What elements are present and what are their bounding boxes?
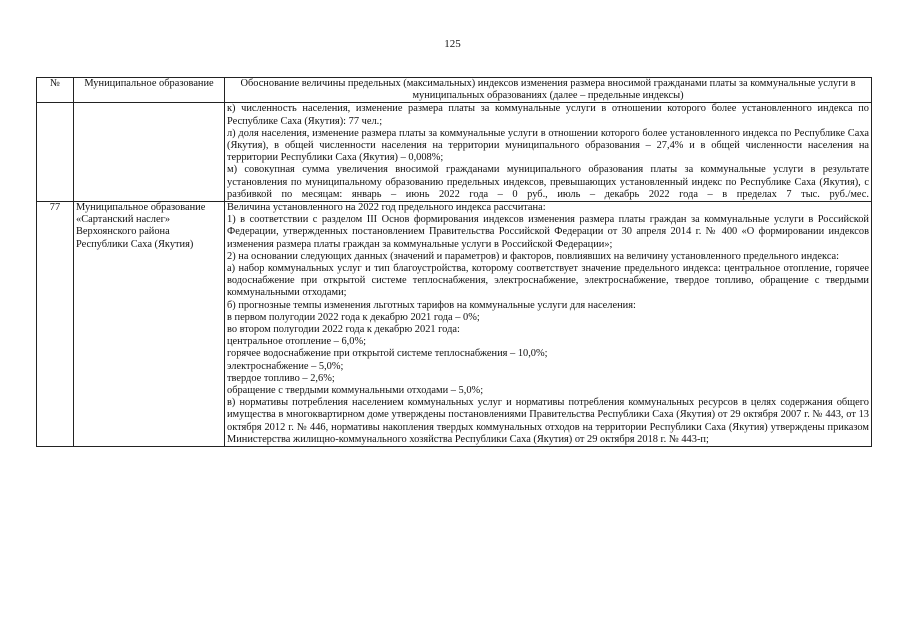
header-municipality: Муниципальное образование (74, 78, 225, 103)
header-number: № (37, 78, 74, 103)
tariff-index-table (36, 77, 872, 447)
table-row-continuation (37, 103, 872, 202)
paragraph: обращение с твердыми коммунальными отходами – 5,0%; (227, 385, 484, 397)
paragraph: б) прогнозные темпы изменения льготных тарифов на коммунальные услуги для населения: (227, 299, 636, 311)
paragraph: к) численность населения, изменение размера платы за коммунальные услуги в отношении которого более установленного индекса по Республике Саха (Якутия): 77 чел.; (227, 103, 869, 127)
table-header-row (37, 78, 872, 103)
justification-cell (225, 202, 872, 447)
paragraph: л) доля населения, изменение размера платы за коммунальные услуги в отношении которого более установленного индекса по Республике Саха (Якутия), в общей численности населения на территории муниципального образования – 27,4% и в общей численности населения на территории Республики Саха (Якутия) – 0,008%; (227, 127, 869, 164)
table-row-77 (37, 202, 872, 447)
paragraph: м) совокупная сумма увеличения вносимой гражданами муниципального образования платы за коммунальные услуги в результате установления по муниципальному образованию предельных индексов, превышающих установленный индекс по Республике Саха (Якутия), с разбивкой по месяцам: январь – июнь 2022 года – 0 руб., июль – декабрь 2022 года – в пределах 7 тыс. руб./мес. (227, 164, 869, 200)
paragraph: а) набор коммунальных услуг и тип благоустройства, которому соответствует значение предельного индекса: центральное отопление, горячее водоснабжение при открытой системе теплоснабжения, электроснабжение, электроснабжение, твердое топливо, обращение с твердыми коммунальными отходами; (227, 263, 869, 299)
paragraph: во втором полугодии 2022 года к декабрю 2021 года: (227, 324, 460, 336)
paragraph: горячее водоснабжение при открытой системе теплоснабжения – 10,0%; (227, 348, 548, 360)
header-justification: Обоснование величины предельных (максимальных) индексов изменения размера вносимой гражданами платы за коммунальные услуги в муниципальных образованиях (далее – предельные индексы) (225, 78, 872, 103)
page-number: 125 (444, 38, 461, 50)
paragraph: в) нормативы потребления населением коммунальных услуг и нормативы потребления коммунальных ресурсов в целях содержания общего имущества в многоквартирном доме утверждены постановлениями Правительства Республики Саха (Якутия) от 29 октября 2007 г. № 443, от 13 октября 2012 г. № 446, нормативы накопления твердых коммунальных отходов на территории Республики Саха (Якутия) утверждены приказом Министерства жилищно-коммунального хозяйства Республики Саха (Якутия) от 29 октября 2018 г. № 443-п; (227, 397, 869, 445)
justification-cell (225, 103, 872, 202)
paragraph: твердое топливо – 2,6%; (227, 372, 335, 384)
paragraph: в первом полугодии 2022 года к декабрю 2021 года – 0%; (227, 311, 480, 323)
paragraph: Величина установленного на 2022 год предельного индекса рассчитана: (227, 202, 546, 214)
row-number-cell: 77 (37, 202, 74, 447)
paragraph: центральное отопление – 6,0%; (227, 336, 366, 348)
municipality-cell (74, 103, 225, 202)
paragraph: 1) в соответствии с разделом III Основ формирования индексов изменения размера платы граждан за коммунальные услуги в Российской Федерации, утвержденных постановлением Правительства Российской Федерации от 30 апреля 2014 г. № 400 «О формировании индексов изменения размера платы граждан за коммунальные услуги в Российской Федерации»; (227, 214, 869, 250)
row-number-cell (37, 103, 74, 202)
paragraph: 2) на основании следующих данных (значений и параметров) и факторов, повлиявших на величину установленного предельного индекса: (227, 250, 840, 262)
paragraph: электроснабжение – 5,0%; (227, 360, 344, 372)
municipality-cell: Муниципальное образование «Сартанский наслег» Верхоянского района Республики Саха (Якутия) (74, 202, 225, 447)
